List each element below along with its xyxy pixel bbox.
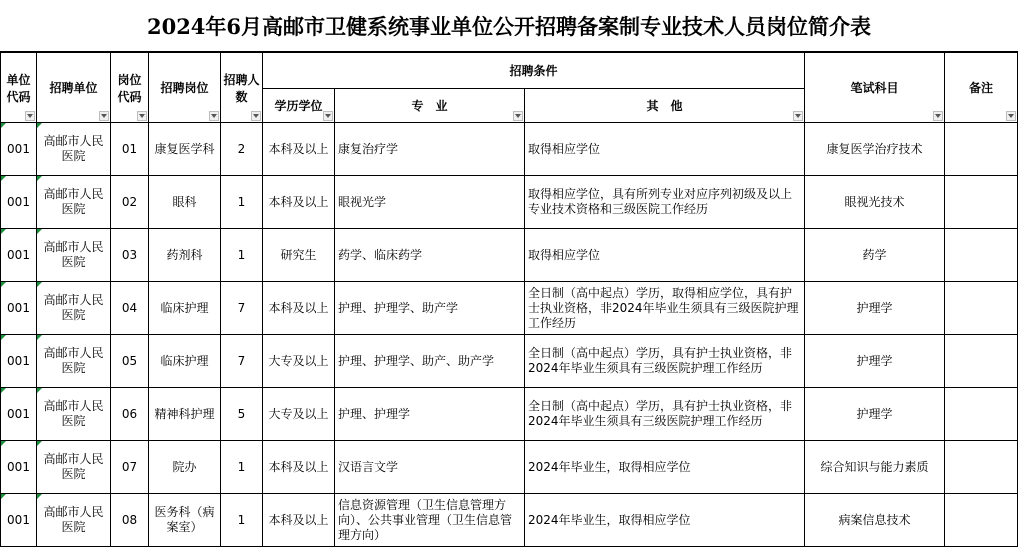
cell-post[interactable]: 医务科（病案室） [149, 494, 221, 547]
cell-error-marker-icon [37, 441, 42, 446]
header-unit: 招聘单位 [37, 53, 111, 123]
cell-error-marker-icon [37, 335, 42, 340]
header-exam: 笔试科目 [805, 53, 945, 123]
header-education: 学历学位 [263, 89, 335, 123]
cell-major[interactable]: 护理、护理学 [335, 388, 525, 441]
sheet-title: 2024年6月高邮市卫健系统事业单位公开招聘备案制专业技术人员岗位简介表 [0, 0, 1018, 52]
cell-major[interactable]: 药学、临床药学 [335, 229, 525, 282]
cell-post-code[interactable]: 08 [111, 494, 149, 547]
cell-unit-code[interactable]: 001 [1, 335, 37, 388]
filter-dropdown-icon[interactable] [25, 111, 35, 121]
cell-education[interactable]: 本科及以上 [263, 176, 335, 229]
cell-exam[interactable]: 康复医学治疗技术 [805, 123, 945, 176]
cell-exam[interactable]: 护理学 [805, 335, 945, 388]
cell-error-marker-icon [37, 229, 42, 234]
cell-error-marker-icon [37, 494, 42, 499]
cell-error-marker-icon [1, 282, 6, 287]
cell-education[interactable]: 本科及以上 [263, 123, 335, 176]
cell-error-marker-icon [1, 335, 6, 340]
cell-unit-code[interactable]: 001 [1, 494, 37, 547]
header-unit-code: 单位代码 [1, 53, 37, 123]
table-row [1, 335, 1018, 388]
cell-other[interactable]: 取得相应学位，具有所列专业对应序列初级及以上专业技术资格和三级医院工作经历 [525, 176, 805, 229]
cell-post[interactable]: 院办 [149, 441, 221, 494]
cell-post-code[interactable]: 04 [111, 282, 149, 335]
cell-unit[interactable]: 高邮市人民医院 [37, 335, 111, 388]
filter-dropdown-icon[interactable] [1006, 111, 1016, 121]
cell-education[interactable]: 大专及以上 [263, 335, 335, 388]
cell-other[interactable]: 取得相应学位 [525, 123, 805, 176]
cell-other[interactable]: 全日制（高中起点）学历，取得相应学位，具有护士执业资格，非2024年毕业生须具有三级医院护理工作经历 [525, 282, 805, 335]
table-body [1, 123, 1018, 547]
cell-other[interactable]: 全日制（高中起点）学历，具有护士执业资格，非2024年毕业生须具有三级医院护理工作经历 [525, 388, 805, 441]
filter-dropdown-icon[interactable] [793, 111, 803, 121]
cell-count[interactable]: 2 [221, 123, 263, 176]
cell-other[interactable]: 全日制（高中起点）学历，具有护士执业资格，非2024年毕业生须具有三级医院护理工作经历 [525, 335, 805, 388]
cell-unit[interactable]: 高邮市人民医院 [37, 229, 111, 282]
cell-error-marker-icon [1, 229, 6, 234]
cell-exam[interactable]: 综合知识与能力素质 [805, 441, 945, 494]
header-count: 招聘人数 [221, 53, 263, 123]
cell-count[interactable]: 1 [221, 494, 263, 547]
cell-error-marker-icon [37, 388, 42, 393]
table-row [1, 494, 1018, 547]
cell-count[interactable]: 1 [221, 441, 263, 494]
cell-post-code[interactable]: 03 [111, 229, 149, 282]
cell-unit[interactable]: 高邮市人民医院 [37, 388, 111, 441]
cell-count[interactable]: 1 [221, 229, 263, 282]
table-row [1, 388, 1018, 441]
cell-remark[interactable] [945, 441, 1018, 494]
header-row-1 [1, 53, 1018, 89]
positions-table [0, 52, 1018, 547]
cell-unit[interactable]: 高邮市人民医院 [37, 123, 111, 176]
filter-dropdown-icon[interactable] [251, 111, 261, 121]
cell-error-marker-icon [1, 123, 6, 128]
cell-unit-code[interactable]: 001 [1, 229, 37, 282]
cell-error-marker-icon [1, 388, 6, 393]
cell-major[interactable]: 护理、护理学、助产学 [335, 282, 525, 335]
filter-dropdown-icon[interactable] [137, 111, 147, 121]
cell-error-marker-icon [37, 282, 42, 287]
cell-exam[interactable]: 护理学 [805, 388, 945, 441]
table-row [1, 229, 1018, 282]
cell-other[interactable]: 2024年毕业生，取得相应学位 [525, 494, 805, 547]
cell-post-code[interactable]: 02 [111, 176, 149, 229]
cell-other[interactable]: 2024年毕业生，取得相应学位 [525, 441, 805, 494]
cell-unit-code[interactable]: 001 [1, 176, 37, 229]
cell-post-code[interactable]: 07 [111, 441, 149, 494]
cell-exam[interactable]: 药学 [805, 229, 945, 282]
cell-post[interactable]: 精神科护理 [149, 388, 221, 441]
cell-post-code[interactable]: 05 [111, 335, 149, 388]
cell-unit-code[interactable]: 001 [1, 282, 37, 335]
cell-other[interactable]: 取得相应学位 [525, 229, 805, 282]
cell-unit-code[interactable]: 001 [1, 441, 37, 494]
cell-education[interactable]: 本科及以上 [263, 441, 335, 494]
cell-education[interactable]: 大专及以上 [263, 388, 335, 441]
table-row [1, 441, 1018, 494]
table-row [1, 176, 1018, 229]
cell-unit[interactable]: 高邮市人民医院 [37, 494, 111, 547]
cell-count[interactable]: 7 [221, 335, 263, 388]
cell-post[interactable]: 临床护理 [149, 335, 221, 388]
header-major: 专 业 [335, 89, 525, 123]
cell-unit-code[interactable]: 001 [1, 388, 37, 441]
cell-error-marker-icon [1, 441, 6, 446]
table-row [1, 282, 1018, 335]
cell-exam[interactable]: 眼视光技术 [805, 176, 945, 229]
filter-dropdown-icon[interactable] [209, 111, 219, 121]
cell-remark[interactable] [945, 282, 1018, 335]
cell-major[interactable]: 护理、护理学、助产、助产学 [335, 335, 525, 388]
cell-education[interactable]: 本科及以上 [263, 282, 335, 335]
header-post: 招聘岗位 [149, 53, 221, 123]
cell-exam[interactable]: 护理学 [805, 282, 945, 335]
cell-count[interactable]: 1 [221, 176, 263, 229]
cell-count[interactable]: 7 [221, 282, 263, 335]
filter-dropdown-icon[interactable] [323, 111, 333, 121]
cell-major[interactable]: 眼视光学 [335, 176, 525, 229]
header-other: 其 他 [525, 89, 805, 123]
cell-error-marker-icon [1, 176, 6, 181]
cell-remark[interactable] [945, 123, 1018, 176]
cell-remark[interactable] [945, 229, 1018, 282]
cell-unit[interactable]: 高邮市人民医院 [37, 282, 111, 335]
cell-remark[interactable] [945, 335, 1018, 388]
cell-unit-code[interactable]: 001 [1, 123, 37, 176]
cell-major[interactable]: 信息资源管理（卫生信息管理方向）、公共事业管理（卫生信息管理方向） [335, 494, 525, 547]
cell-major[interactable]: 康复治疗学 [335, 123, 525, 176]
header-conditions: 招聘条件 [263, 53, 805, 89]
cell-education[interactable]: 研究生 [263, 229, 335, 282]
filter-dropdown-icon[interactable] [933, 111, 943, 121]
cell-error-marker-icon [37, 123, 42, 128]
cell-unit[interactable]: 高邮市人民医院 [37, 176, 111, 229]
header-remark: 备注 [945, 53, 1018, 123]
cell-post[interactable]: 药剂科 [149, 229, 221, 282]
cell-post-code[interactable]: 01 [111, 123, 149, 176]
filter-dropdown-icon[interactable] [99, 111, 109, 121]
cell-post-code[interactable]: 06 [111, 388, 149, 441]
cell-major[interactable]: 汉语言文学 [335, 441, 525, 494]
cell-remark[interactable] [945, 388, 1018, 441]
cell-post[interactable]: 临床护理 [149, 282, 221, 335]
header-post-code: 岗位代码 [111, 53, 149, 123]
filter-dropdown-icon[interactable] [513, 111, 523, 121]
cell-post[interactable]: 康复医学科 [149, 123, 221, 176]
cell-exam[interactable]: 病案信息技术 [805, 494, 945, 547]
cell-education[interactable]: 本科及以上 [263, 494, 335, 547]
cell-error-marker-icon [1, 494, 6, 499]
cell-remark[interactable] [945, 494, 1018, 547]
cell-unit[interactable]: 高邮市人民医院 [37, 441, 111, 494]
cell-count[interactable]: 5 [221, 388, 263, 441]
cell-error-marker-icon [37, 176, 42, 181]
cell-post[interactable]: 眼科 [149, 176, 221, 229]
table-row [1, 123, 1018, 176]
cell-remark[interactable] [945, 176, 1018, 229]
